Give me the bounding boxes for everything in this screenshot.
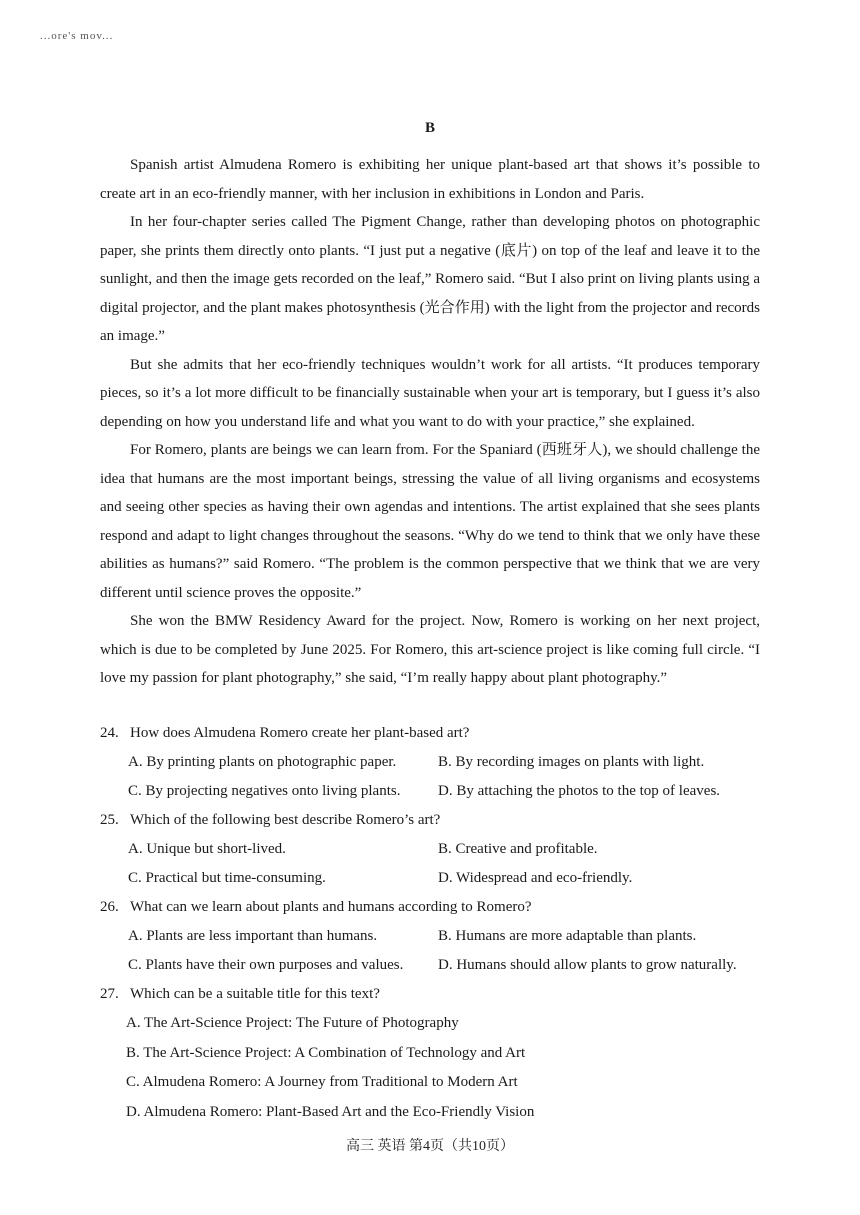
option-row <box>100 864 780 893</box>
section-heading: B <box>424 120 435 136</box>
page-footer: 高三 英语 第4页（共10页） <box>346 1139 514 1154</box>
option-row <box>100 777 780 806</box>
question-text: How does Almudena Romero create her plant-based art? <box>130 725 470 741</box>
question-stem <box>100 980 780 1009</box>
option-row <box>100 748 780 777</box>
option-d: D. Humans should allow plants to grow naturally. <box>438 957 737 973</box>
option-b: B. Humans are more adaptable than plants. <box>438 928 697 944</box>
question-24 <box>100 719 780 806</box>
option-c: C. Almudena Romero: A Journey from Traditional to Modern Art <box>126 1074 518 1090</box>
question-list <box>100 719 780 1127</box>
question-stem <box>100 719 780 748</box>
question-text: What can we learn about plants and humans according to Romero? <box>130 899 532 915</box>
question-text: Which of the following best describe Romero’s art? <box>130 812 441 828</box>
option-row <box>100 951 780 980</box>
option-a: A. Plants are less important than humans. <box>128 928 378 944</box>
option-d: D. Almudena Romero: Plant-Based Art and the Eco-Friendly Vision <box>126 1103 535 1120</box>
question-number: 24. <box>100 725 119 741</box>
question-stem <box>100 806 780 835</box>
question-number: 27. <box>100 986 119 1002</box>
question-25 <box>100 806 780 893</box>
option-b: B. Creative and profitable. <box>438 841 598 857</box>
paragraph-5: She won the BMW Residency Award for the project. Now, Romero is working on her next project, which is due to be completed by June 2025. For Romero, this art-science project is like coming full circle. “I love my passion for plant photography,” she said, “I’m really happy about plant photography.” <box>100 613 760 686</box>
question-27 <box>100 980 780 1127</box>
option-c: C. By projecting negatives onto living plants. <box>128 783 401 799</box>
question-text: Which can be a suitable title for this text? <box>130 986 380 1002</box>
option-row <box>100 922 780 951</box>
option-d: D. Widespread and eco-friendly. <box>438 870 633 886</box>
option-a: A. Unique but short-lived. <box>128 841 286 857</box>
question-26 <box>100 893 780 980</box>
paragraph-2: In her four-chapter series called The Pigment Change, rather than developing photos on photographic paper, she prints them directly onto plants. “I just put a negative (底片) on top of the leaf and leave it to the sunlight, and then the image gets recorded on the leaf,” Romero said. “But I also print on living plants using a digital projector, and the plant makes photosynthesis (光合作用) with the light from the projector and records an image.” <box>100 214 760 344</box>
option-a: A. The Art-Science Project: The Future of Photography <box>126 1015 459 1031</box>
paragraph-1: Spanish artist Almudena Romero is exhibiting her unique plant-based art that shows it’s possible to create art in an eco-friendly manner, with her inclusion in exhibitions in London and Paris. <box>100 157 760 202</box>
option-b: B. By recording images on plants with light. <box>438 754 705 770</box>
paragraph-4: For Romero, plants are beings we can learn from. For the Spaniard (西班牙人), we should challenge the idea that humans are the most important beings, stressing the value of all living organisms and ecosystems and seeing other species as having their own agendas and intentions. The artist explained that she sees plants respond and adapt to light changes throughout the seasons. “Why do we tend to think that we only have these abilities as humans?” said Romero. “The problem is the common perspective that we think that we are very different until science proves the opposite.” <box>100 442 760 601</box>
question-number: 25. <box>100 812 119 828</box>
option-b: B. The Art-Science Project: A Combination of Technology and Art <box>126 1044 526 1061</box>
paragraph-3: But she admits that her eco-friendly techniques wouldn’t work for all artists. “It produces temporary pieces, so it’s a lot more difficult to be financially sustainable when your art is temporary, but I guess it’s also depending on how you understand life and what you want to do with your practice,” she explained. <box>100 356 760 430</box>
option-d: D. By attaching the photos to the top of leaves. <box>438 783 721 799</box>
reading-passage <box>100 151 760 693</box>
option-a: A. By printing plants on photographic paper. <box>128 754 397 770</box>
previous-page-fragment: ...ore's mov... <box>40 30 114 42</box>
option-c: C. Practical but time-consuming. <box>128 870 326 886</box>
option-c: C. Plants have their own purposes and values. <box>128 957 404 973</box>
question-stem <box>100 893 780 922</box>
option-row <box>100 835 780 864</box>
question-number: 26. <box>100 899 119 915</box>
